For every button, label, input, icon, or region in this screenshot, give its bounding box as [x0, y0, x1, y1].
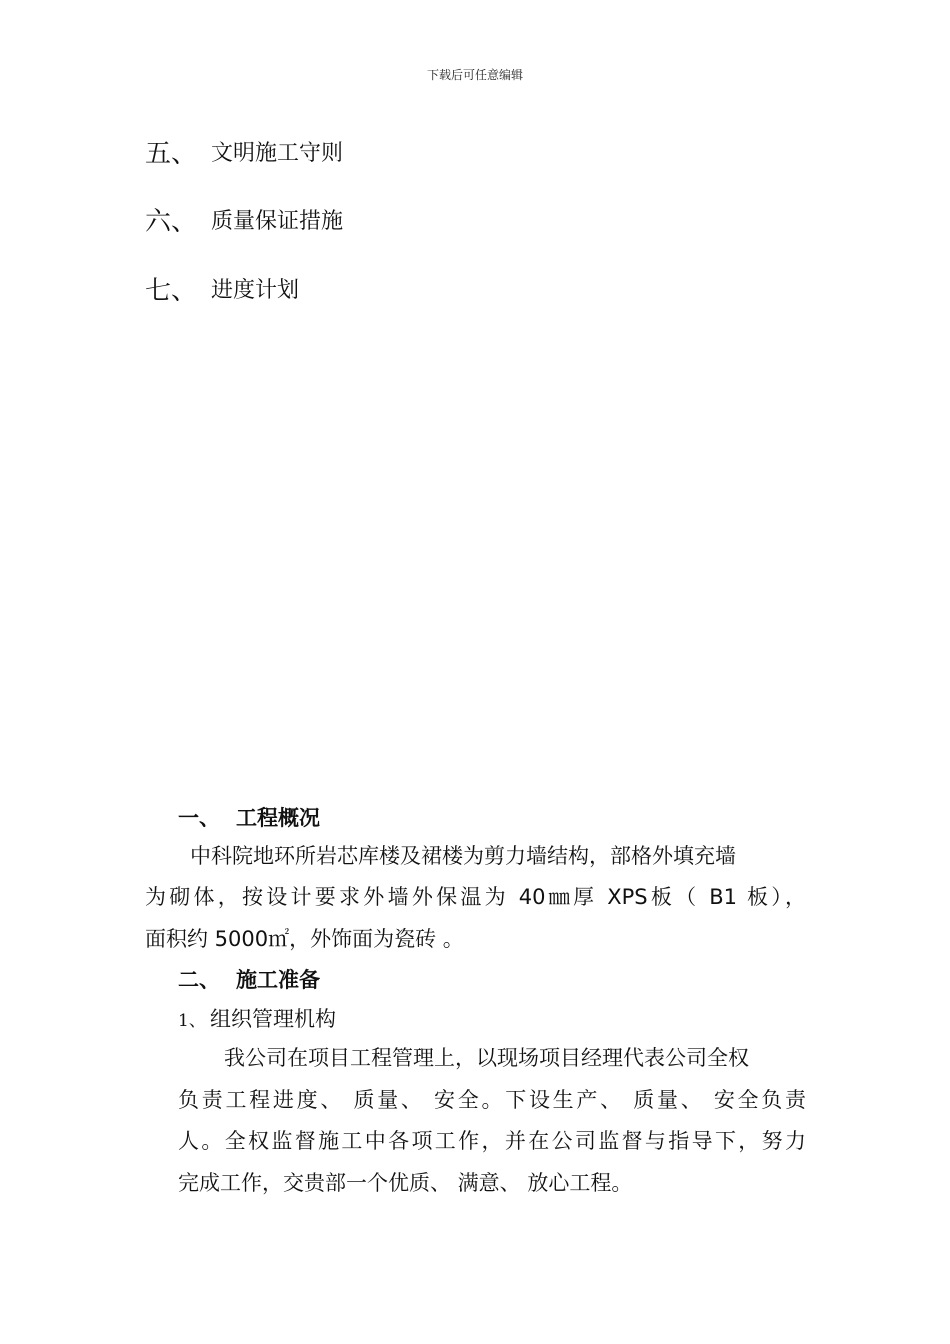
toc-item-5	[145, 134, 343, 168]
paragraph-line: 面积约 5000㎡，外饰面为瓷砖 。	[145, 927, 464, 951]
subsection-number: 1、	[178, 1011, 206, 1031]
toc-label: 文明施工守则	[211, 140, 344, 166]
section-title: 工程概况	[236, 806, 320, 830]
toc-label: 进度计划	[211, 277, 300, 303]
paragraph-line: 人。全权监督施工中各项工作，并在公司监督与指导下，努力	[178, 1129, 806, 1153]
header-note: 下载后可任意编辑	[426, 68, 523, 82]
toc-label: 质量保证措施	[211, 208, 344, 234]
subsection-heading	[178, 1004, 336, 1036]
subsection-title: 组织管理机构	[210, 1007, 336, 1031]
paragraph-line: 负责工程进度、 质量、 安全。下设生产、 质量、 安全负责	[178, 1088, 806, 1112]
section-heading-preparation	[178, 964, 320, 994]
section-heading-overview	[178, 802, 320, 832]
toc-number: 六、	[145, 206, 198, 237]
toc-item-6	[145, 202, 343, 236]
paragraph-line: 我公司在项目工程管理上，以现场项目经理代表公司全权	[224, 1046, 749, 1070]
paragraph-line: 完成工作，交贵部一个优质、 满意、 放心工程。	[178, 1171, 633, 1195]
section-title: 施工准备	[236, 968, 320, 992]
paragraph-line: 中科院地环所岩芯库楼及裙楼为剪力墙结构，部格外填充墙	[190, 844, 736, 868]
toc-number: 七、	[145, 275, 198, 306]
section-number: 一、	[178, 806, 220, 830]
toc-item-7	[145, 271, 299, 305]
paragraph-line: 为砌体，按设计要求外墙外保温为 40㎜厚 XPS板（ B1 板），	[145, 885, 806, 909]
section-number: 二、	[178, 968, 220, 992]
toc-number: 五、	[145, 138, 198, 169]
